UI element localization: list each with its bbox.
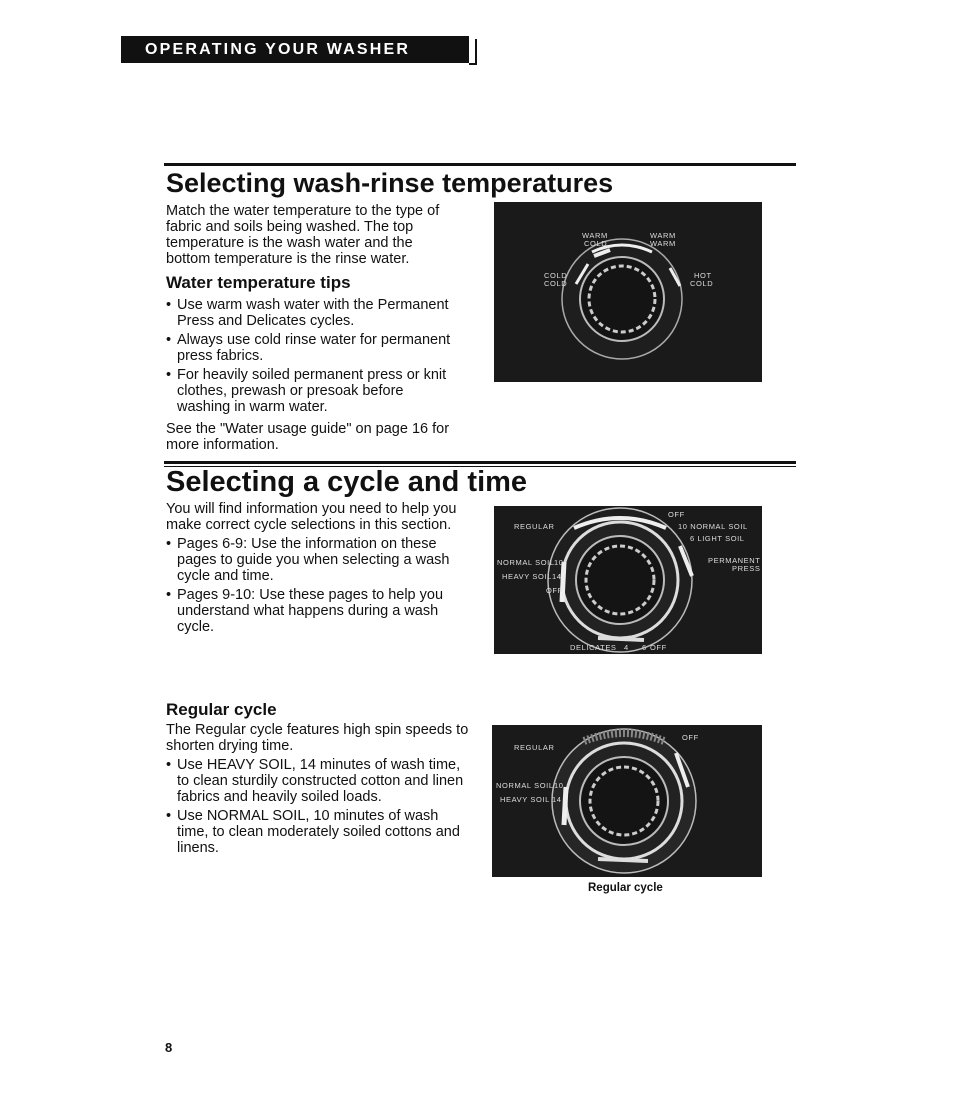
regular-cycle-intro: The Regular cycle features high spin speeds to shorten drying time. [166,722,469,754]
section-title-temperatures: Selecting wash-rinse temperatures [166,168,614,198]
section-rule [164,163,796,166]
dial-label-cold-cold-bottom: COLD [544,279,568,288]
list-item: • Pages 6-9: Use the information on these pages to guide you when selecting a wash cycle and time. [166,536,458,584]
regular-cycle-text [166,722,470,856]
header-tick-mark [469,39,477,65]
dial-label-warm-cold-bottom: COLD [584,239,608,248]
dial-label-off: OFF [682,733,699,742]
section-header [121,36,469,63]
cycle-intro: You will find information you need to help you make correct cycle selections in this section. [166,501,457,533]
list-item: • Use warm wash water with the Permanent Press and Delicates cycles. [166,297,460,329]
list-item: • Use HEAVY SOIL, 14 minutes of wash time, to clean sturdily constructed cotton and linen fabrics and heavily soiled loads. [166,757,470,805]
dial-label-delicates-6: 6 [642,643,647,652]
dial-label-warm-warm-top: WARM [650,231,676,240]
dial-label-press: PRESS [732,564,761,573]
dial-label-light-soil: 6 LIGHT SOIL [690,534,745,543]
list-item: • Use NORMAL SOIL, 10 minutes of wash time, to clean moderately soiled cottons and linens. [166,808,470,856]
temperature-dial-photo [494,202,762,382]
dial-label-hot-cold-top: HOT [694,271,712,280]
dial-label-normal-soil: NORMAL SOIL [496,781,554,790]
water-tips-list [166,294,460,453]
list-item: • Always use cold rinse water for permanent press fabrics. [166,332,460,364]
dial-label-normal-soil: NORMAL SOIL [497,558,555,567]
dial-label-delicates-4: 4 [624,643,629,652]
temperatures-text [166,203,454,267]
dial-label-regular: REGULAR [514,522,555,531]
dial-label-delicates: DELICATES [570,643,617,652]
regular-dial-caption: Regular cycle [588,882,663,894]
dial-label-off-left: OFF [546,586,563,595]
dial-label-normal-soil-right: 10 NORMAL SOIL [678,522,748,531]
regular-dial-photo [492,725,762,877]
temperatures-intro: Match the water temperature to the type of fabric and soils being washed. The top temperature is the wash water and the bottom temperature is the rinse water. [166,203,440,267]
page-number: 8 [165,1040,173,1055]
dial-label-cold-cold-top: COLD [544,271,568,280]
dial-label-normal-minutes: 10 [554,781,564,790]
dial-label-heavy-soil: HEAVY SOIL [502,572,552,581]
dial-label-heavy-soil: HEAVY SOIL [500,795,550,804]
dial-label-hot-cold-bottom: COLD [690,279,714,288]
dial-label-warm-warm-bottom: WARM [650,239,676,248]
section-header-title: OPERATING YOUR WASHER [145,41,411,58]
temperature-dial-graphic [494,202,762,382]
cycle-dial-photo [494,506,762,654]
section-rule [164,461,796,464]
dial-label-regular: REGULAR [514,743,555,752]
dial-label-permanent: PERMANENT [708,556,761,565]
water-tips-heading: Water temperature tips [166,273,351,292]
dial-label-off-bottom: OFF [650,643,667,652]
dial-label-normal-minutes: 10 [554,558,564,567]
regular-cycle-heading: Regular cycle [166,700,277,719]
cycle-text [166,501,458,635]
list-item: • For heavily soiled permanent press or knit clothes, prewash or presoak before washing in warm water. [166,367,460,415]
water-guide-reference: See the "Water usage guide" on page 16 for more information. [166,421,450,453]
dial-label-heavy-minutes: 14 [552,795,562,804]
dial-label-heavy-minutes: 14 [552,572,562,581]
list-item: • Pages 9-10: Use these pages to help you understand what happens during a wash cycle. [166,587,458,635]
dial-label-off-top: OFF [668,510,685,519]
section-title-cycle: Selecting a cycle and time [166,466,528,498]
dial-label-warm-cold-top: WARM [582,231,608,240]
